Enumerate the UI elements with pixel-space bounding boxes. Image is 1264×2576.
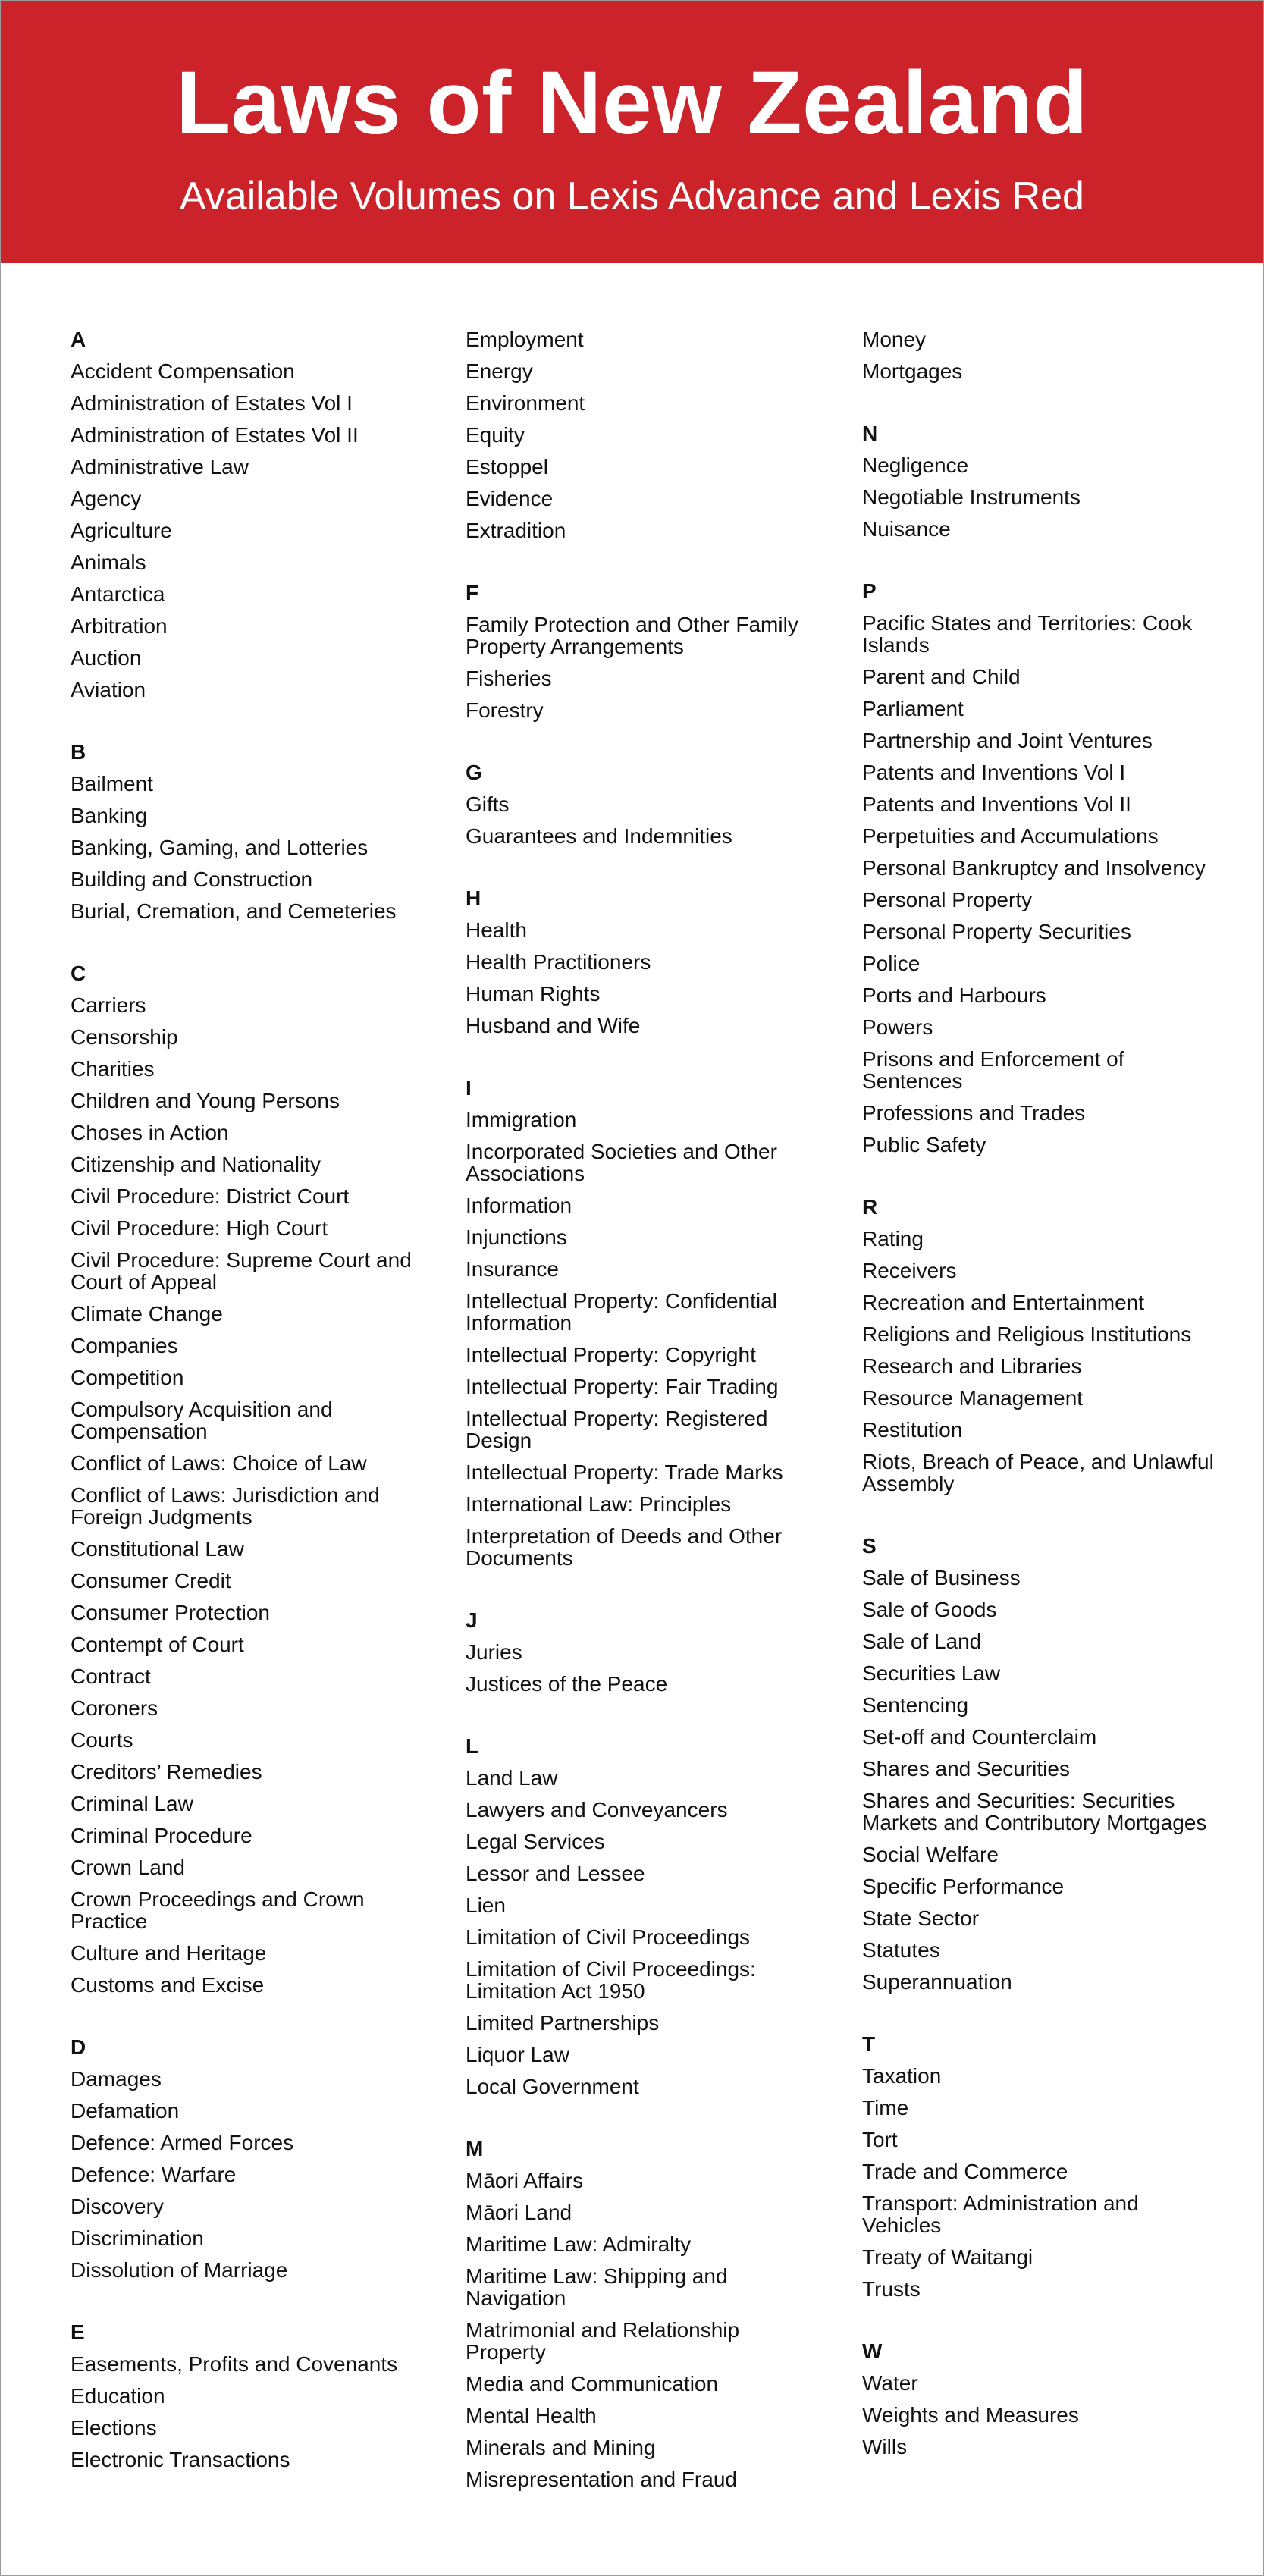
volume-entry: Limitation of Civil Proceedings (466, 1925, 751, 1949)
volume-entry: Mental Health (466, 2404, 597, 2427)
volume-entry: Agency (71, 487, 142, 510)
volume-list (71, 768, 427, 927)
volume-entry: Criminal Law (71, 1792, 193, 1815)
volume-list (71, 356, 427, 706)
volume-entry: Dissolution of Marriage (71, 2258, 288, 2282)
volume-entry: Statutes (862, 1938, 940, 1962)
volume-entry: Riots, Breach of Peace, and Unlawful Assembly (862, 1450, 1214, 1495)
volume-entry: Choses in Action (71, 1121, 229, 1144)
volume-entry: Gifts (466, 792, 510, 816)
volume-entry: Administration of Estates Vol I (71, 391, 353, 415)
volume-entry: Resource Management (862, 1386, 1084, 1410)
index-section-c (71, 958, 427, 2001)
column-2 (466, 324, 822, 2526)
volume-entry: Prisons and Enforcement of Sentences (862, 1047, 1124, 1093)
volume-entry: Negligence (862, 453, 969, 477)
section-letter: J (466, 1608, 478, 1632)
volume-entry: Shares and Securities: Securities Markets and Contributory Mortgages (862, 1789, 1207, 1834)
volume-entry: Arbitration (71, 614, 168, 638)
volume-entry: Estoppel (466, 455, 548, 478)
volume-entry: Ports and Harbours (862, 984, 1046, 1007)
volume-index (1, 263, 1263, 2553)
volume-list (466, 789, 822, 852)
volume-entry: Recreation and Entertainment (862, 1291, 1144, 1314)
index-section-f (466, 577, 822, 726)
volume-list (862, 324, 1219, 387)
volume-entry: Public Safety (862, 1133, 986, 1156)
volume-entry: Receivers (862, 1259, 957, 1282)
volume-entry: Sale of Goods (862, 1598, 997, 1621)
index-section-i (466, 1072, 822, 1574)
volume-entry: Parliament (862, 697, 964, 720)
volume-entry: Conflict of Laws: Choice of Law (71, 1451, 367, 1475)
volume-entry: Māori Affairs (466, 2169, 584, 2192)
volume-entry: Damages (71, 2067, 162, 2091)
volume-entry: Auction (71, 646, 142, 670)
volume-list (71, 2349, 427, 2476)
volume-entry: Intellectual Property: Copyright (466, 1343, 756, 1366)
volume-entry: Lawyers and Conveyancers (466, 1798, 728, 1821)
volume-entry: Consumer Credit (71, 1569, 231, 1592)
volume-entry: Civil Procedure: Supreme Court and Court of Appeal (71, 1248, 412, 1294)
volume-entry: Minerals and Mining (466, 2436, 656, 2459)
volume-entry: Discrimination (71, 2226, 204, 2250)
index-section-t (862, 2028, 1219, 2305)
volume-entry: Liquor Law (466, 2043, 569, 2066)
volume-list (71, 990, 427, 2001)
volume-entry: Courts (71, 1728, 133, 1752)
volume-entry: Pacific States and Territories: Cook Islands (862, 611, 1193, 657)
volume-entry: Media and Communication (466, 2372, 719, 2396)
volume-entry: Culture and Heritage (71, 1941, 267, 1965)
volume-entry: Environment (466, 391, 585, 415)
volume-entry: Carriers (71, 993, 146, 1017)
volume-entry: Human Rights (466, 982, 601, 1006)
volume-list (862, 1562, 1219, 1998)
volume-entry: Civil Procedure: High Court (71, 1216, 328, 1240)
volume-entry: Nuisance (862, 517, 951, 541)
volume-entry: Family Protection and Other Family Property Arrangements (466, 613, 798, 658)
volume-entry: Charities (71, 1057, 155, 1081)
section-letter: F (466, 581, 479, 604)
volume-list (466, 915, 822, 1042)
index-section-r (862, 1191, 1219, 1500)
volume-entry: Personal Bankruptcy and Insolvency (862, 856, 1206, 880)
volume-entry: Coroners (71, 1696, 158, 1720)
volume-entry: Aviation (71, 678, 146, 701)
volume-entry: Fisheries (466, 667, 552, 690)
volume-entry: Bailment (71, 772, 153, 795)
section-letter: D (71, 2035, 86, 2059)
volume-entry: Superannuation (862, 1970, 1012, 1994)
section-letter: M (466, 2137, 484, 2160)
volume-entry: Crown Land (71, 1856, 185, 1879)
volume-entry: Civil Procedure: District Court (71, 1184, 350, 1208)
volume-entry: Sale of Land (862, 1630, 982, 1653)
volume-list (862, 2060, 1219, 2305)
volume-entry: Rating (862, 1227, 924, 1250)
volume-entry: Police (862, 952, 921, 975)
volume-entry: Intellectual Property: Fair Trading (466, 1375, 779, 1398)
volume-entry: Social Welfare (862, 1843, 999, 1866)
volume-list (466, 324, 822, 547)
volume-entry: Accident Compensation (71, 359, 295, 383)
volume-entry: Partnership and Joint Ventures (862, 729, 1153, 752)
volume-entry: Water (862, 2371, 918, 2395)
volume-entry: Wills (862, 2435, 908, 2458)
volume-entry: Animals (71, 551, 146, 574)
volume-entry: Extradition (466, 519, 566, 542)
volume-entry: Intellectual Property: Registered Design (466, 1407, 768, 1452)
index-section-h (466, 883, 822, 1042)
volume-entry: Health Practitioners (466, 950, 651, 974)
volume-entry: Criminal Procedure (71, 1824, 252, 1847)
volume-entry: Negotiable Instruments (862, 485, 1081, 509)
volume-entry: Parent and Child (862, 665, 1021, 689)
page-subtitle: Available Volumes on Lexis Advance and Lexis Red (180, 174, 1084, 218)
volume-entry: Misrepresentation and Fraud (466, 2468, 737, 2491)
volume-entry: Conflict of Laws: Jurisdiction and Foreign Judgments (71, 1483, 380, 1529)
volume-entry: International Law: Principles (466, 1492, 732, 1516)
volume-entry: Companies (71, 1334, 178, 1357)
volume-entry: Husband and Wife (466, 1014, 641, 1037)
section-letter: P (862, 579, 877, 603)
volume-entry: Citizenship and Nationality (71, 1153, 321, 1176)
volume-list (466, 609, 822, 726)
index-section-m (466, 2133, 822, 2496)
volume-entry: Administrative Law (71, 455, 249, 478)
volume-entry: Treaty of Waitangi (862, 2245, 1033, 2269)
volume-entry: Legal Services (466, 1830, 605, 1853)
section-letter: E (71, 2320, 85, 2344)
section-letter: T (862, 2032, 876, 2056)
volume-entry: Agriculture (71, 519, 172, 542)
volume-entry: Shares and Securities (862, 1757, 1070, 1781)
volume-list (862, 450, 1219, 545)
volume-entry: Easements, Profits and Covenants (71, 2352, 398, 2376)
volume-entry: Professions and Trades (862, 1101, 1086, 1125)
volume-entry: Interpretation of Deeds and Other Documents (466, 1524, 783, 1570)
volume-entry: Banking (71, 804, 148, 827)
volume-entry: Money (862, 328, 927, 351)
volume-entry: Trusts (862, 2277, 921, 2301)
index-section-g (466, 757, 822, 852)
volume-entry: Set-off and Counterclaim (862, 1725, 1097, 1749)
volume-entry: Research and Libraries (862, 1354, 1082, 1378)
index-section-j (466, 1605, 822, 1700)
volume-entry: Employment (466, 328, 584, 351)
volume-list (862, 1223, 1219, 1500)
volume-entry: Competition (71, 1366, 184, 1389)
volume-entry: Immigration (466, 1108, 577, 1131)
volume-entry: Customs and Excise (71, 1973, 265, 1997)
index-section-a (71, 324, 427, 706)
volume-entry: Powers (862, 1015, 933, 1039)
volume-entry: Personal Property Securities (862, 920, 1131, 943)
volume-entry: Limitation of Civil Proceedings: Limitation Act 1950 (466, 1957, 756, 2003)
volume-entry: Children and Young Persons (71, 1089, 340, 1112)
volume-entry: Information (466, 1194, 572, 1217)
volume-entry: Perpetuities and Accumulations (862, 824, 1159, 848)
volume-entry: Defence: Armed Forces (71, 2131, 294, 2154)
section-letter: L (466, 1734, 479, 1758)
volume-entry: Building and Construction (71, 868, 313, 891)
volume-entry: Local Government (466, 2075, 639, 2098)
volume-entry: Education (71, 2384, 165, 2408)
volume-entry: Intellectual Property: Trade Marks (466, 1461, 783, 1484)
volume-entry: Personal Property (862, 888, 1033, 911)
section-letter: H (466, 886, 481, 910)
volume-entry: Censorship (71, 1025, 178, 1049)
volume-entry: Banking, Gaming, and Lotteries (71, 836, 369, 859)
index-section-continued (466, 324, 822, 547)
volume-entry: Evidence (466, 487, 554, 510)
volume-entry: Patents and Inventions Vol II (862, 792, 1131, 816)
section-letter: G (466, 761, 482, 784)
section-letter: A (71, 328, 86, 351)
volume-entry: Compulsory Acquisition and Compensation (71, 1398, 333, 1443)
index-section-l (466, 1730, 822, 2103)
volume-entry: Electronic Transactions (71, 2448, 290, 2471)
volume-entry: Antarctica (71, 582, 165, 606)
volume-list (466, 2165, 822, 2496)
page-title: Laws of New Zealand (176, 53, 1088, 153)
volume-entry: State Sector (862, 1906, 980, 1930)
index-section-p (862, 576, 1219, 1161)
volume-entry: Contract (71, 1665, 151, 1688)
volume-entry: Constitutional Law (71, 1537, 244, 1561)
section-letter: N (862, 422, 878, 445)
volume-entry: Sentencing (862, 1693, 969, 1717)
volume-entry: Lessor and Lessee (466, 1862, 645, 1885)
index-section-n (862, 418, 1219, 545)
volume-entry: Time (862, 2096, 909, 2119)
volume-entry: Taxation (862, 2064, 942, 2088)
section-letter: R (862, 1195, 878, 1219)
index-section-e (71, 2317, 427, 2476)
volume-entry: Burial, Cremation, and Cemeteries (71, 899, 397, 923)
volume-entry: Restitution (862, 1418, 963, 1442)
volume-entry: Defence: Warfare (71, 2163, 237, 2186)
volume-entry: Forestry (466, 698, 544, 722)
header-banner (1, 1, 1263, 263)
volume-entry: Climate Change (71, 1302, 223, 1326)
volume-entry: Discovery (71, 2195, 164, 2218)
volume-entry: Juries (466, 1640, 522, 1664)
volume-entry: Crown Proceedings and Crown Practice (71, 1887, 365, 1933)
volume-entry: Consumer Protection (71, 1601, 271, 1624)
volume-list (466, 1636, 822, 1700)
section-letter: I (466, 1076, 472, 1100)
index-section-continued (862, 324, 1219, 387)
index-section-w (862, 2336, 1219, 2463)
volume-entry: Health (466, 918, 527, 942)
volume-entry: Administration of Estates Vol II (71, 423, 359, 447)
volume-entry: Incorporated Societies and Other Associations (466, 1140, 777, 1185)
volume-list (466, 1762, 822, 2103)
volume-entry: Securities Law (862, 1661, 1001, 1685)
volume-entry: Specific Performance (862, 1875, 1065, 1898)
index-section-b (71, 736, 427, 927)
volume-entry: Guarantees and Indemnities (466, 824, 732, 848)
volume-entry: Sale of Business (862, 1566, 1021, 1589)
volume-entry: Limited Partnerships (466, 2011, 660, 2035)
volume-entry: Māori Land (466, 2201, 572, 2224)
volume-entry: Injunctions (466, 1225, 567, 1249)
section-letter: W (862, 2339, 883, 2363)
volume-entry: Contempt of Court (71, 1633, 244, 1656)
volume-entry: Insurance (466, 1257, 559, 1281)
volume-list (862, 2367, 1219, 2463)
index-section-d (71, 2032, 427, 2286)
volume-entry: Matrimonial and Relationship Property (466, 2318, 740, 2364)
column-3 (862, 324, 1219, 2493)
section-letter: B (71, 740, 86, 764)
volume-entry: Land Law (466, 1766, 558, 1790)
volume-entry: Equity (466, 423, 525, 447)
volume-entry: Intellectual Property: Confidential Information (466, 1289, 777, 1335)
volume-entry: Trade and Commerce (862, 2160, 1068, 2183)
volume-entry: Maritime Law: Shipping and Navigation (466, 2264, 728, 2310)
volume-entry: Transport: Administration and Vehicles (862, 2192, 1139, 2237)
volume-entry: Elections (71, 2416, 157, 2440)
volume-entry: Creditors’ Remedies (71, 1760, 262, 1784)
volume-entry: Religions and Religious Institutions (862, 1323, 1192, 1346)
volume-entry: Lien (466, 1894, 506, 1917)
volume-entry: Justices of the Peace (466, 1672, 668, 1696)
section-letter: C (71, 962, 86, 985)
index-section-s (862, 1530, 1219, 1998)
volume-entry: Patents and Inventions Vol I (862, 761, 1126, 784)
volume-entry: Energy (466, 359, 533, 383)
volume-entry: Defamation (71, 2099, 180, 2123)
volume-entry: Weights and Measures (862, 2403, 1079, 2427)
section-letter: S (862, 1534, 877, 1558)
volume-list (466, 1104, 822, 1574)
volume-entry: Mortgages (862, 359, 963, 383)
volume-entry: Maritime Law: Admiralty (466, 2232, 692, 2256)
column-1 (71, 324, 427, 2506)
volume-entry: Tort (862, 2128, 898, 2151)
volume-list (862, 607, 1219, 1161)
volume-list (71, 2063, 427, 2286)
